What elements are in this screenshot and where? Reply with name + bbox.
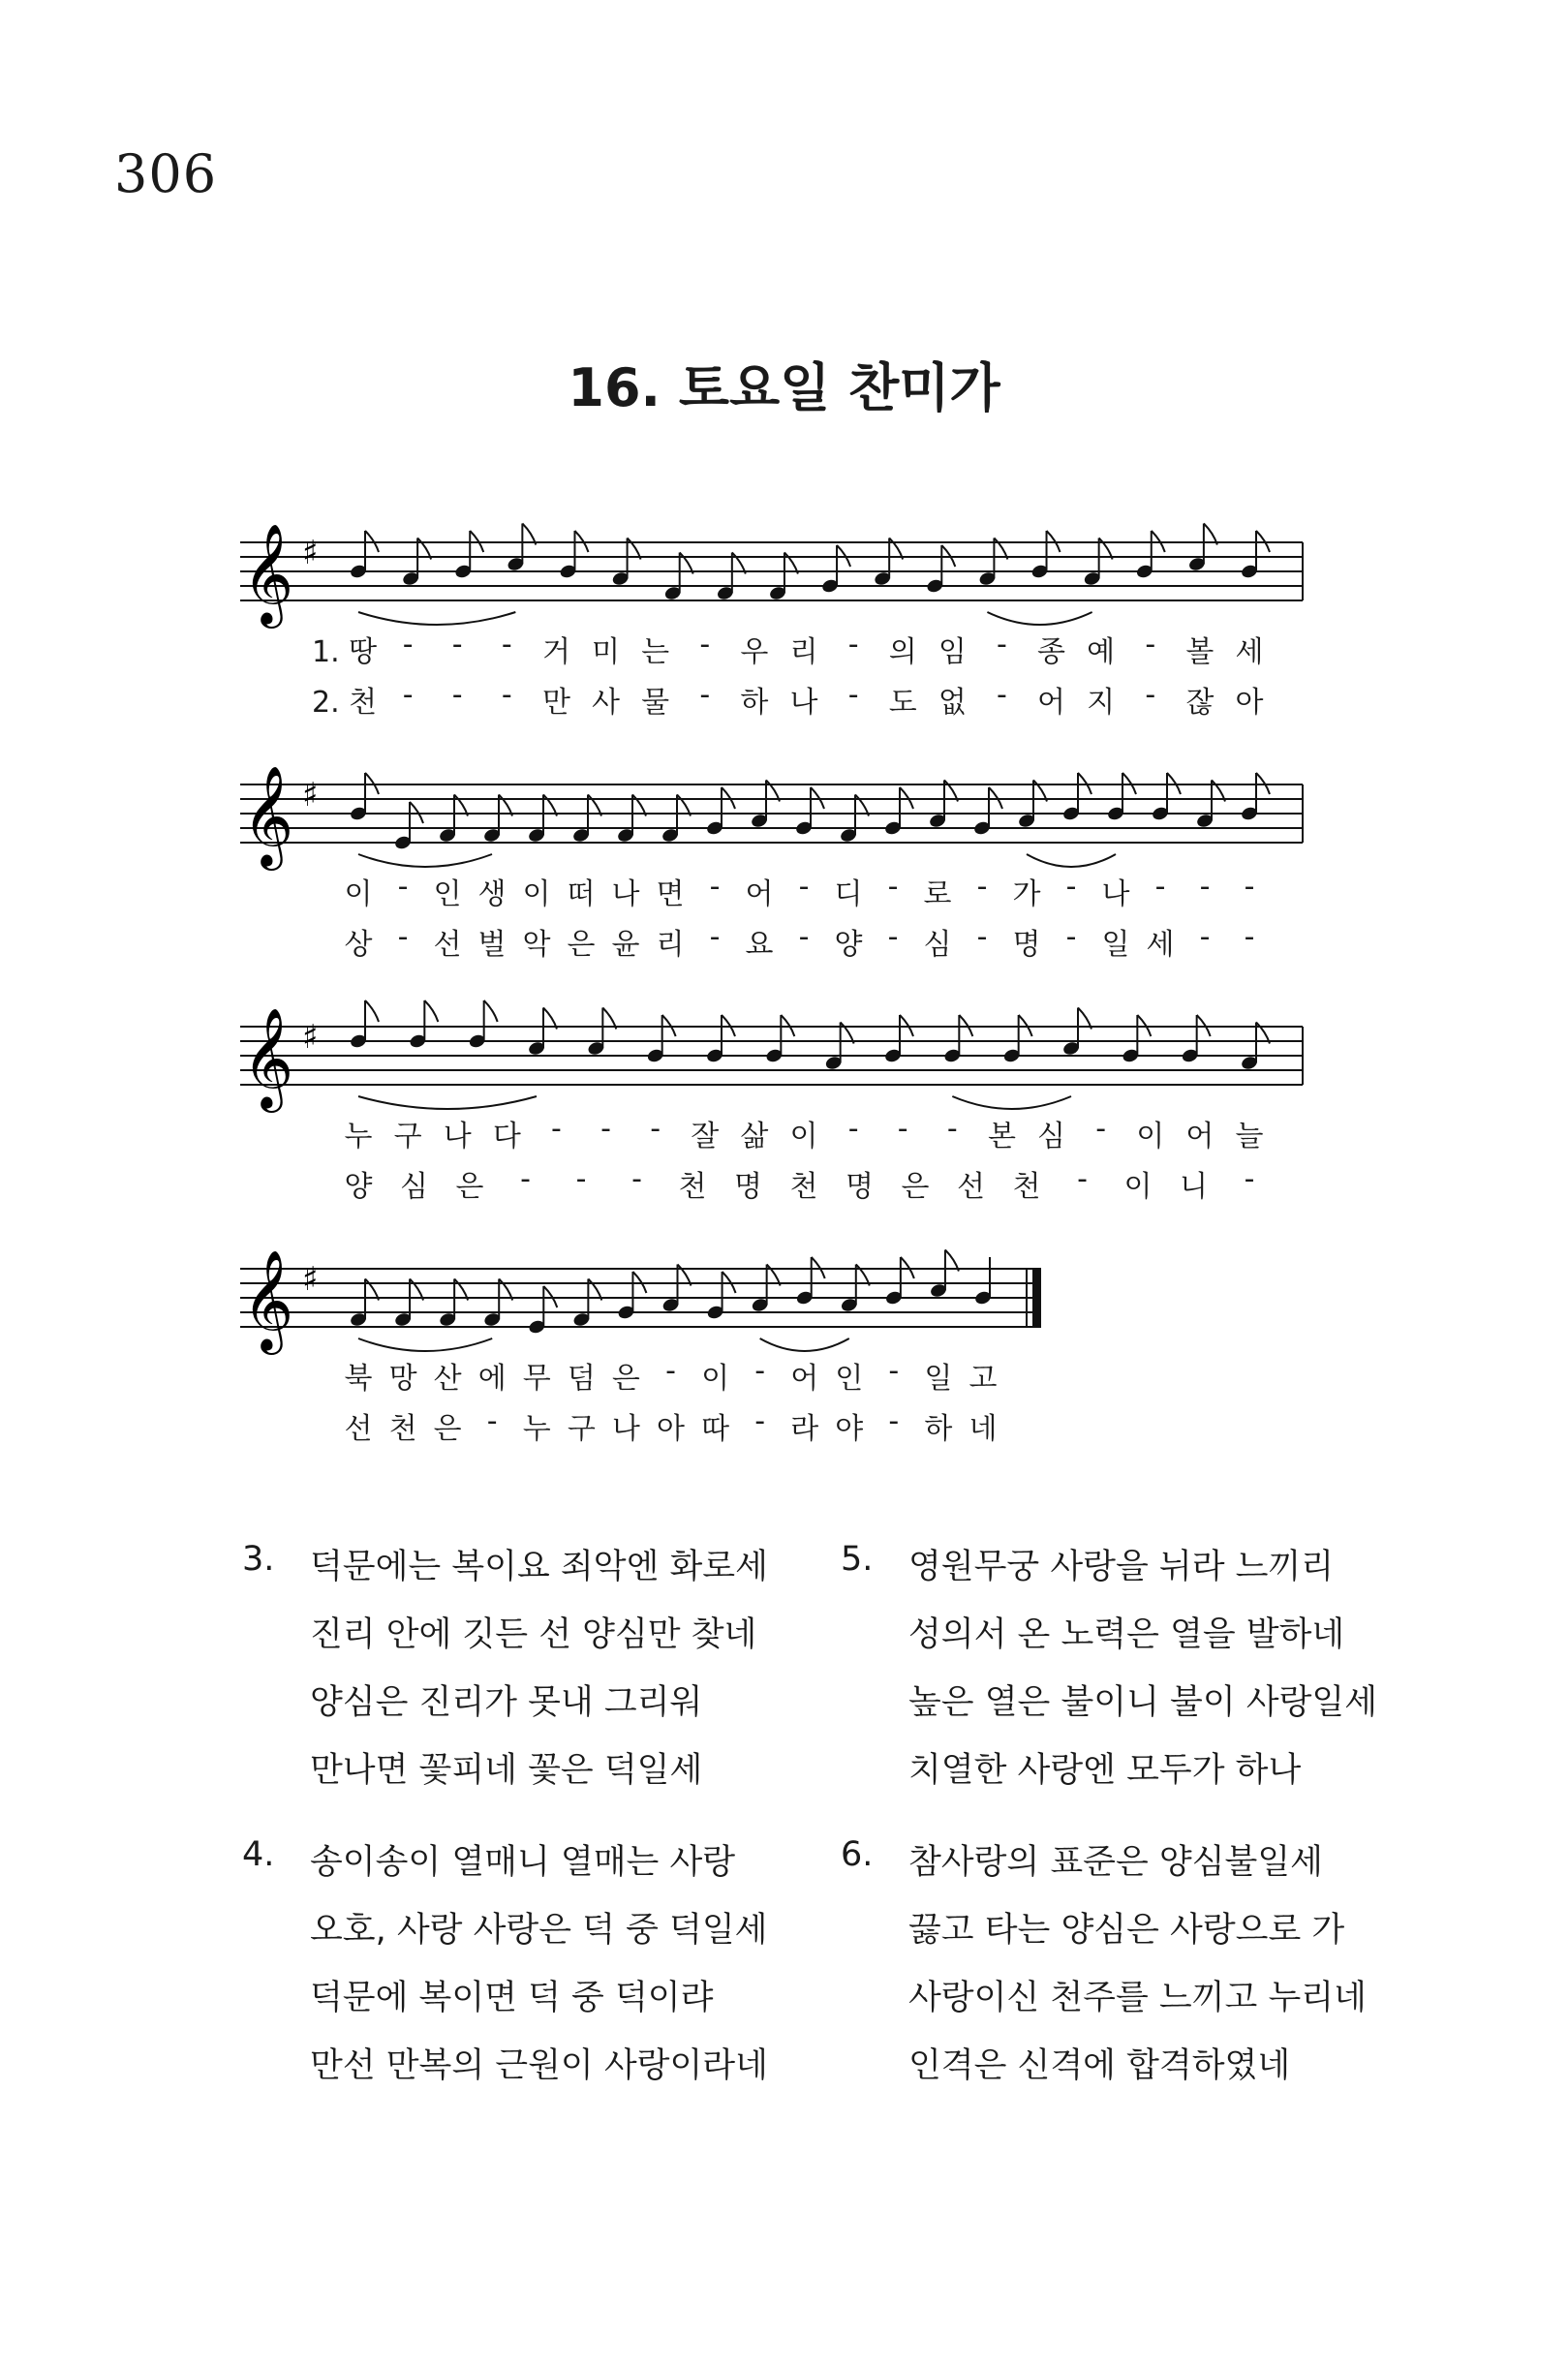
page-number: 306	[114, 143, 218, 204]
lyric-syllable: 로	[923, 877, 952, 911]
lyric-syllable: 도	[888, 686, 917, 720]
lyric-syllable: -	[1244, 920, 1255, 954]
lyric-syllable: -	[976, 870, 988, 904]
lyric-syllable: 북	[344, 1362, 373, 1396]
verse-line: 참사랑의 표준은 양심불일세	[908, 1843, 1323, 1882]
lyric-syllable: 인	[433, 877, 462, 911]
lyric-syllable: -	[520, 1162, 531, 1196]
lyric-syllable: 떠	[567, 877, 596, 911]
lyric-syllable: 는	[641, 635, 670, 669]
lyric-syllable: 거	[541, 635, 570, 669]
sharp-icon: ♯	[302, 776, 319, 815]
lyric-syllable: -	[847, 628, 859, 661]
lyric-syllable: 생	[477, 877, 507, 911]
lyric-syllable: -	[402, 678, 414, 712]
lyric-syllable: -	[575, 1162, 587, 1196]
lyric-syllable: -	[1065, 870, 1077, 904]
lyric-syllable: 은	[455, 1170, 484, 1204]
lyric-syllable: -	[699, 678, 711, 712]
lyric-syllable: -	[997, 628, 1007, 661]
lyric-syllable: 이	[522, 877, 551, 911]
lyric-syllable: 따	[701, 1412, 730, 1446]
lyric-syllable: 윤	[611, 928, 640, 962]
lyric-syllable: 어	[790, 1362, 819, 1396]
lyric-syllable: 에	[477, 1362, 507, 1396]
lyric-syllable: 아	[1235, 686, 1264, 720]
lyric-syllable: -	[897, 1112, 908, 1146]
treble-clef-icon: 𝄞	[242, 1007, 294, 1109]
lyric-syllable: -	[887, 920, 899, 954]
lyric-syllable: -	[650, 1112, 661, 1146]
lyric-syllable: 명	[1012, 928, 1041, 962]
verse-line: 성의서 온 노력은 열을 발하네	[908, 1615, 1345, 1654]
lyric-syllable: -	[888, 1404, 900, 1438]
lyric-syllable: 임	[938, 635, 967, 669]
lyric-syllable: -	[451, 628, 463, 661]
lyric-syllable: -	[1154, 870, 1166, 904]
verse-line: 덕문에 복이면 덕 중 덕이랴	[310, 1979, 714, 2017]
lyric-syllable: 만	[541, 686, 570, 720]
lyric-syllable: 천	[678, 1170, 707, 1204]
verse-line: 치열한 사랑엔 모두가 하나	[908, 1751, 1302, 1790]
lyric-syllable: 세	[1235, 635, 1264, 669]
lyric-syllable: 리	[656, 928, 685, 962]
lyric-syllable: 가	[1012, 877, 1041, 911]
lyric-syllable: 본	[987, 1120, 1016, 1153]
lyric-syllable: 구	[567, 1412, 596, 1446]
lyric-syllable: 어	[1185, 1120, 1214, 1153]
lyric-syllable: 무	[522, 1362, 551, 1396]
verse-line: 영원무궁 사랑을 뉘라 느끼리	[908, 1548, 1335, 1586]
lyric-syllable: 산	[433, 1362, 462, 1396]
lyric-syllable: -	[888, 1354, 900, 1388]
lyric-syllable: 니	[1180, 1170, 1208, 1204]
lyric-syllable: 의	[888, 635, 917, 669]
lyric-syllable: 나	[1101, 877, 1130, 911]
sharp-icon: ♯	[302, 534, 319, 572]
lyric-syllable: -	[1095, 1112, 1107, 1146]
verse-line: 덕문에는 복이요 죄악엔 화로세	[310, 1548, 768, 1586]
lyric-syllable: 라	[790, 1412, 819, 1446]
lyric-syllable: -	[665, 1354, 676, 1388]
lyric-syllable: 이	[789, 1120, 818, 1153]
lyric-syllable: -	[501, 678, 512, 712]
lyric-syllable: -	[798, 870, 810, 904]
lyric-syllable: -	[486, 1404, 498, 1438]
sharp-icon: ♯	[302, 1260, 319, 1299]
lyric-syllable: -	[451, 678, 463, 712]
lyric-syllable: -	[1145, 628, 1156, 661]
lyric-syllable: -	[946, 1112, 958, 1146]
lyric-syllable: 디	[834, 877, 863, 911]
lyric-syllable: 선	[344, 1412, 373, 1446]
lyric-syllable: -	[402, 628, 414, 661]
lyric-syllable: -	[1244, 1162, 1255, 1196]
lyric-syllable: 1. 땅	[312, 635, 378, 669]
lyric-syllable: 세	[1146, 928, 1175, 962]
lyric-syllable: 심	[400, 1170, 428, 1204]
lyric-syllable: -	[709, 920, 721, 954]
lyric-syllable: -	[551, 1112, 562, 1146]
lyric-syllable: 상	[344, 928, 373, 962]
verse-line: 만나면 꽃피네 꽃은 덕일세	[310, 1751, 703, 1790]
lyric-syllable: -	[1145, 678, 1156, 712]
lyric-syllable: 예	[1087, 635, 1116, 669]
lyric-syllable: -	[631, 1162, 642, 1196]
lyric-syllable: 볼	[1185, 635, 1214, 669]
lyric-syllable: 인	[835, 1362, 864, 1396]
lyric-syllable: -	[1199, 870, 1211, 904]
verse-number: 3.	[242, 1540, 275, 1579]
lyric-syllable: 나	[443, 1120, 472, 1153]
lyric-syllable: -	[709, 870, 721, 904]
lyric-syllable: 심	[923, 928, 952, 962]
lyric-syllable: 어	[745, 877, 774, 911]
lyric-syllable: 벌	[477, 928, 507, 962]
lyric-syllable: -	[754, 1404, 766, 1438]
lyric-syllable: 나	[789, 686, 818, 720]
lyric-syllable: 이	[1136, 1120, 1165, 1153]
lyric-syllable: 아	[657, 1412, 685, 1446]
lyric-syllable: 하	[740, 686, 769, 720]
lyric-syllable: 덤	[567, 1362, 596, 1396]
lyric-syllable: 양	[344, 1170, 373, 1204]
lyric-syllable: 천	[1012, 1170, 1041, 1204]
lyric-syllable: 잘	[691, 1120, 720, 1153]
lyric-syllable: 천	[789, 1170, 818, 1204]
lyric-syllable: -	[754, 1354, 766, 1388]
lyric-syllable: 선	[957, 1170, 985, 1204]
lyric-syllable: 미	[592, 635, 621, 669]
lyric-syllable: 요	[745, 928, 774, 962]
lyric-syllable: -	[976, 920, 988, 954]
lyric-syllable: 사	[592, 686, 621, 720]
lyric-syllable: -	[997, 678, 1007, 712]
lyric-syllable: 명	[734, 1170, 762, 1204]
lyric-syllable: 양	[834, 928, 863, 962]
lyric-syllable: 은	[433, 1412, 462, 1446]
verse-line: 사랑이신 천주를 느끼고 누리네	[908, 1979, 1367, 2017]
lyric-syllable: 하	[924, 1412, 953, 1446]
verse-line: 만선 만복의 근원이 사랑이라네	[310, 2046, 768, 2085]
lyric-syllable: 심	[1037, 1120, 1066, 1153]
lyric-syllable: 은	[901, 1170, 930, 1204]
lyric-syllable: 이	[701, 1362, 730, 1396]
lyric-syllable: -	[1244, 870, 1255, 904]
lyric-syllable: 다	[492, 1120, 521, 1153]
verse-number: 5.	[841, 1540, 874, 1579]
verse-line: 진리 안에 깃든 선 양심만 찾네	[310, 1615, 757, 1654]
lyric-syllable: 일	[924, 1362, 953, 1396]
treble-clef-icon: 𝄞	[242, 523, 294, 625]
lyric-syllable: 나	[611, 1412, 640, 1446]
lyric-syllable: 선	[433, 928, 462, 962]
lyric-syllable: 우	[740, 635, 769, 669]
hymn-title: 16. 토요일 찬미가	[568, 357, 1000, 418]
lyric-syllable: -	[1077, 1162, 1088, 1196]
lyric-syllable: 잖	[1185, 686, 1214, 720]
lyric-syllable: -	[1199, 920, 1211, 954]
lyric-syllable: 없	[938, 686, 967, 720]
lyric-syllable: 지	[1087, 686, 1116, 720]
verse-line: 인격은 신격에 합격하였네	[908, 2046, 1291, 2085]
lyric-syllable: -	[887, 870, 899, 904]
lyric-syllable: 종	[1037, 635, 1066, 669]
lyric-syllable: 이	[344, 877, 373, 911]
lyric-syllable: 야	[835, 1412, 864, 1446]
lyric-syllable: 은	[567, 928, 596, 962]
lyric-syllable: 구	[393, 1120, 422, 1153]
treble-clef-icon: 𝄞	[242, 765, 294, 867]
lyric-syllable: -	[847, 678, 859, 712]
lyric-syllable: 네	[968, 1412, 998, 1446]
lyric-syllable: 명	[845, 1170, 874, 1204]
lyric-syllable: 망	[388, 1362, 417, 1396]
lyric-syllable: -	[397, 870, 409, 904]
lyric-syllable: 물	[641, 686, 670, 720]
lyric-syllable: 일	[1101, 928, 1130, 962]
lyric-syllable: 누	[344, 1120, 373, 1153]
lyric-syllable: 면	[656, 877, 685, 911]
lyric-syllable: -	[699, 628, 711, 661]
verse-line: 오호, 사랑 사랑은 덕 중 덕일세	[310, 1911, 768, 1950]
lyric-syllable: 천	[388, 1412, 417, 1446]
lyric-syllable: 은	[611, 1362, 640, 1396]
lyric-syllable: 어	[1037, 686, 1066, 720]
lyric-syllable: -	[600, 1112, 611, 1146]
lyric-syllable: 악	[522, 928, 551, 962]
lyric-syllable: 이	[1123, 1170, 1153, 1204]
lyric-syllable: -	[501, 628, 512, 661]
lyric-syllable: 누	[522, 1412, 551, 1446]
lyric-syllable: -	[397, 920, 409, 954]
verse-number: 4.	[242, 1835, 275, 1874]
lyric-syllable: 2. 천	[312, 686, 378, 720]
lyric-syllable: 리	[789, 635, 818, 669]
lyric-syllable: 삶	[740, 1120, 769, 1153]
verse-number: 6.	[841, 1835, 874, 1874]
lyric-syllable: -	[1065, 920, 1077, 954]
lyric-syllable: 고	[968, 1362, 998, 1396]
lyric-syllable: -	[847, 1112, 859, 1146]
verse-line: 끓고 타는 양심은 사랑으로 가	[908, 1911, 1345, 1950]
verse-line: 양심은 진리가 못내 그리워	[310, 1683, 703, 1722]
lyric-syllable: -	[798, 920, 810, 954]
lyric-syllable: 늘	[1235, 1120, 1264, 1153]
verse-line: 송이송이 열매니 열매는 사랑	[310, 1843, 736, 1882]
verse-line: 높은 열은 불이니 불이 사랑일세	[908, 1683, 1378, 1722]
sharp-icon: ♯	[302, 1018, 319, 1057]
lyric-syllable: 나	[611, 877, 640, 911]
treble-clef-icon: 𝄞	[242, 1249, 294, 1351]
